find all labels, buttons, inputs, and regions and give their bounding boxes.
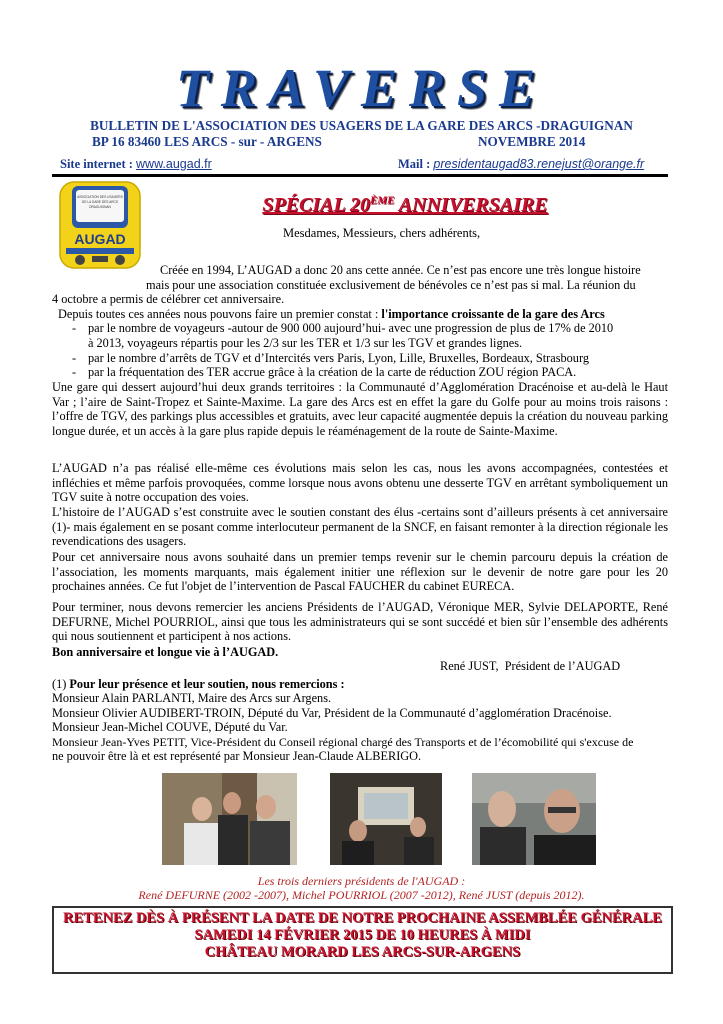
thanks-line-4a: Monsieur Jean-Yves PETIT, Vice-Président du Conseil régional chargé des Transports et de l’écomobilité qui s'excuse de — [52, 735, 634, 749]
bullet-1b: à 2013, voyageurs répartis pour les 2/3 sur les TER et 1/3 sur les TGV et grandes lignes. — [88, 336, 523, 350]
announcement-line-2: SAMEDI 14 FÉVRIER 2015 DE 10 HEURES À MIDI — [194, 927, 531, 943]
bullet-dash: - — [72, 365, 77, 379]
header-divider — [52, 174, 668, 177]
signature-name: René JUST, — [440, 659, 499, 673]
thanks-heading-num: (1) — [52, 677, 70, 691]
thanks-heading-text: Pour leur présence et leur soutien, nous remercions : — [69, 677, 345, 691]
intro-line-2: mais pour une association constituée exclusivement de bénévoles ce n’est pas si mal. La réunion du — [146, 278, 636, 292]
issue-date: NOVEMBRE 2014 — [478, 134, 586, 149]
site-line — [60, 157, 212, 172]
thanks-line-3: Monsieur Jean-Michel COUVE, Député du Var. — [52, 720, 288, 734]
special-title-a: SPÉCIAL 20 — [262, 194, 370, 216]
intro-line-1: Créée en 1994, L’AUGAD a donc 20 ans cette année. Ce n’est pas encore une très longue histoire — [160, 263, 641, 277]
photo-presidents-2 — [330, 773, 442, 865]
paragraph-2: L’AUGAD n’a pas réalisé elle-même ces évolutions mais selon les cas, nous les avons accompagnées, contestées et infléchies et même parfois provoquées, comme lorsque nous avons obtenu une desserte TGV en arrêtant symboliquement un TGV suite à notre occupation des voies. — [52, 461, 668, 505]
photo-presidents-1 — [162, 773, 297, 865]
salutation: Mesdames, Messieurs, chers adhérents, — [283, 226, 481, 240]
intro-line-3: 4 octobre a permis de célébrer cet anniversaire. — [52, 292, 285, 306]
mail-line — [398, 157, 644, 172]
signature — [440, 659, 620, 674]
announcement-line-1: RETENEZ DÈS À PRÉSENT LA DATE DE NOTRE PROCHAINE ASSEMBLÉE GÉNÉRALE — [63, 910, 662, 926]
thanks-line-4b: ne pouvoir être là et est représenté par Monsieur Jean-Claude ALBERIGO. — [52, 749, 422, 763]
svg-text:ASSOCIATION DES USAGERS: ASSOCIATION DES USAGERS — [77, 195, 123, 199]
paragraph-5: Pour terminer, nous devons remercier les anciens Présidents de l’AUGAD, Véronique MER, Sylvie DELAPORTE, René DEFURNE, Michel POURRIOL, ainsi que tous les administrateurs qui se sont succédé et bien sûr l’ensemble des adhérents qui nous soutiennent et participent à nos actions. — [52, 600, 668, 644]
special-heading — [145, 194, 665, 217]
site-label: Site internet : — [60, 157, 133, 171]
svg-text:DE LA GARE DES ARCS: DE LA GARE DES ARCS — [82, 200, 118, 204]
signature-role: Président de l’AUGAD — [504, 659, 621, 673]
photo-caption-2: René DEFURNE (2002 -2007), Michel POURRIOL (2007 -2012), René JUST (depuis 2012). — [138, 888, 585, 902]
augad-logo — [58, 180, 142, 270]
paragraph-1: Une gare qui dessert aujourd’hui deux grands territoires : la Communauté d’Agglomération Dracénoise et au-delà le Haut Var ; l’aire de Saint-Tropez et Sainte-Maxime. La gare des Arcs est en effet la gare du Golfe pour au moins trois raisons : l’offre de TGV, des parkings plus accessibles et gratuits, avec leur capacité augmentée depuis la création du nouveau parking longue durée, et un accès à la gare plus rapide depuis le réaménagement de la route de Sainte-Maxime. — [52, 380, 668, 438]
photo-caption-1: Les trois derniers présidents de l'AUGAD : — [257, 874, 466, 888]
mail-link[interactable]: presidentaugad83.renejust@orange.fr — [433, 157, 645, 171]
bullet-3: par la fréquentation des TER accrue grâce à la création de la carte de réduction ZOU région PACA. — [88, 365, 577, 379]
announcement-line-3: CHÂTEAU MORARD LES ARCS-SUR-ARGENS — [204, 944, 521, 960]
paragraph-4: Pour cet anniversaire nous avons souhaité dans un premier temps revenir sur le chemin parcouru depuis la création de l’association, les moments marquants, mais également initier une réflexion sur le devenir de notre gare pour les 20 prochaines années. Ce fut l'objet de l’intervention de Pascal FAUCHER du cabinet EURECA. — [52, 550, 668, 594]
special-title-b: ANNIVERSAIRE — [394, 194, 548, 216]
bulletin-subtitle: BULLETIN DE L'ASSOCIATION DES USAGERS DE LA GARE DES ARCS -DRAGUIGNAN — [90, 118, 633, 133]
address-line: BP 16 83460 LES ARCS - sur - ARGENS — [92, 134, 322, 149]
photo-presidents-3 — [472, 773, 596, 865]
masthead-title: TRAVERSE — [175, 58, 548, 118]
mail-label: Mail : — [398, 157, 431, 171]
constat-line — [58, 307, 605, 322]
thanks-heading — [52, 677, 345, 692]
bullet-dash: - — [72, 321, 77, 335]
thanks-line-2: Monsieur Olivier AUDIBERT-TROIN, Député du Var, Président de la Communauté d’agglomération Dracénoise. — [52, 706, 612, 720]
constat-bold: l'importance croissante de la gare des Arcs — [381, 307, 605, 321]
thanks-line-1: Monsieur Alain PARLANTI, Maire des Arcs sur Argens. — [52, 691, 332, 705]
bullet-1a: par le nombre de voyageurs -autour de 900 000 aujourd’hui- avec une progression de plus de 17% de 2010 — [88, 321, 614, 335]
site-link[interactable]: www.augad.fr — [136, 157, 212, 171]
closing-line: Bon anniversaire et longue vie à l’AUGAD. — [52, 645, 279, 659]
bullet-dash: - — [72, 351, 77, 365]
svg-text:DRAGUIGNAN: DRAGUIGNAN — [89, 205, 111, 209]
paragraph-3: L’histoire de l’AUGAD s’est construite avec le soutien constant des élus -certains sont d’ailleurs présents à cet anniversaire (1)- mais également en se posant comme interlocuteur permanent de la SNCF, en faisant remonter à la direction régionale les revendications des usagers. — [52, 505, 668, 549]
logo-text: AUGAD — [74, 231, 126, 247]
bullet-2: par le nombre d’arrêts de TGV et d’Intercités vers Paris, Lyon, Lille, Bruxelles, Bordeaux, Strasbourg — [88, 351, 589, 365]
constat-lead: Depuis toutes ces années nous pouvons faire un premier constat : — [58, 307, 382, 321]
special-title-sup: ÈME — [369, 194, 395, 207]
